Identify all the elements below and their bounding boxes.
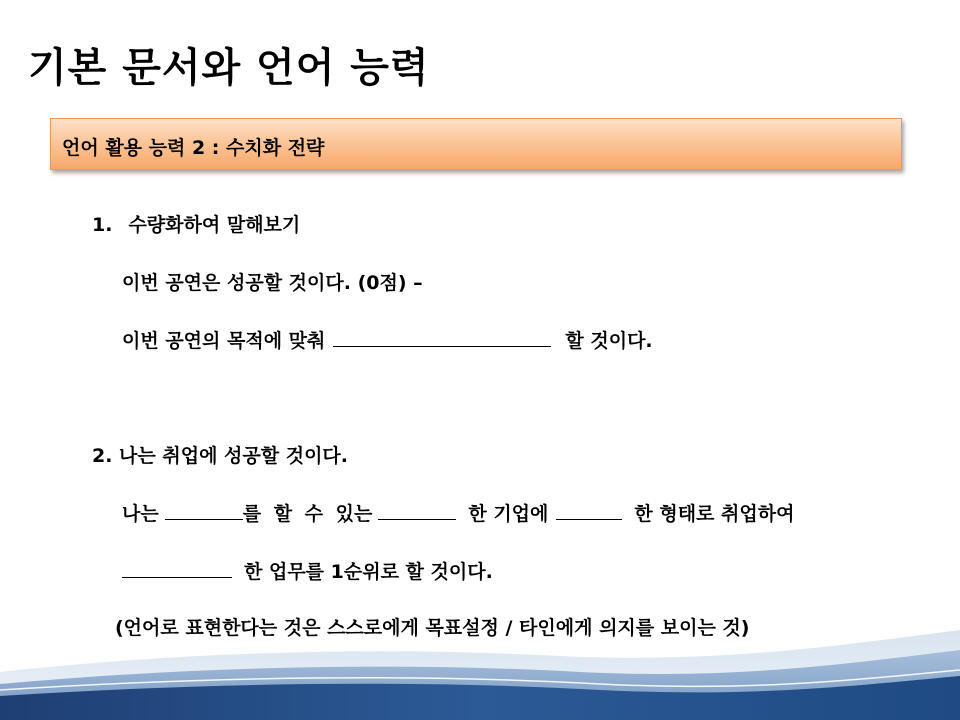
item2-line1-d: 한 형태로 취업하여 [634,503,795,525]
fill-in-blank [333,326,551,347]
item1-heading-text: 수량화하여 말해보기 [128,214,301,236]
fill-in-blank [122,557,232,578]
item1-line2-start: 이번 공연의 목적에 맞춰 [122,330,326,352]
item2-line1-a: 나는 [122,503,159,525]
item2-line2-end: 한 업무를 1순위로 할 것이다. [244,561,493,583]
note-text: (언어로 표현한다는 것은 스스로에게 목표설정 / 타인에게 의지를 보이는 것) [115,617,750,639]
item1-line2 [122,326,653,353]
item1-heading [92,210,300,237]
item2-heading: 2. 나는 취업에 성공할 것이다. [92,445,349,467]
fill-in-blank [378,499,456,520]
item2-line1 [122,499,794,526]
item2-line1-b: 를 할 수 있는 [242,503,373,525]
item1-line2-end: 할 것이다. [565,330,653,352]
fill-in-blank [556,499,622,520]
decorative-wave [0,600,960,720]
item2-line1-c: 한 기업에 [468,503,549,525]
item1-number: 1. [92,214,113,236]
fill-in-blank [165,499,243,520]
section-header-text: 언어 활용 능력 2 : 수치화 전략 [62,137,325,159]
page-title: 기본 문서와 언어 능력 [28,45,430,91]
item1-line1: 이번 공연은 성공할 것이다. (0점) – [122,272,423,294]
section-header-box [50,118,902,170]
item2-line2 [122,557,493,584]
